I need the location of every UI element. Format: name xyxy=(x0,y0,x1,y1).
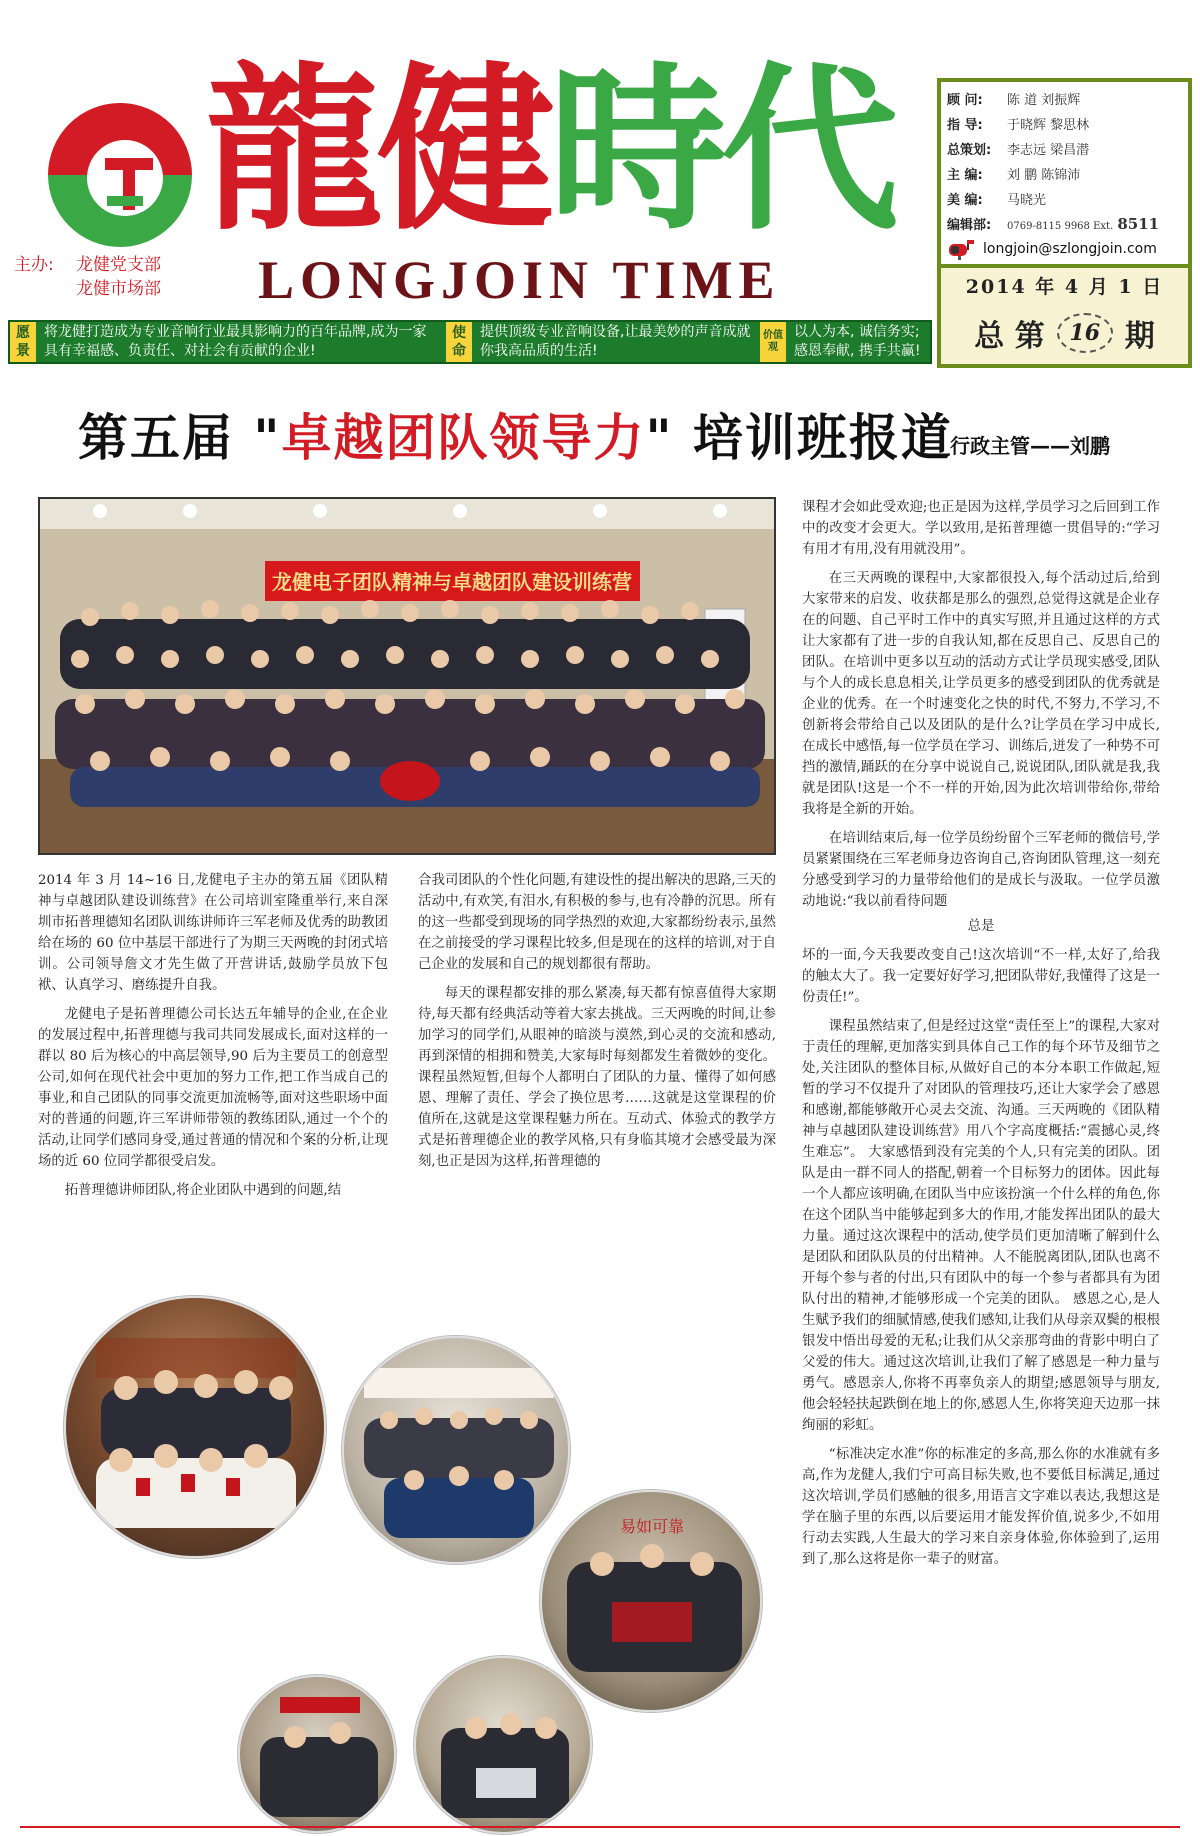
staff-row-planner: 总策划: 李志远 梁昌潜 xyxy=(947,143,1090,158)
values-tag: 价值观 xyxy=(760,322,786,362)
group-photo xyxy=(38,497,776,855)
staff-row-editorial-dept: 编辑部: 0769-8115 9968 Ext. 8511 xyxy=(947,214,1160,233)
col3-para-6: “标准决定水准”你的标准定的多高,那么你的水准就有多高,作为龙健人,我们宁可高目标失败,也不要低目标满足,通过这次培训,学员们感触的很多,用语言文字难以表达,我想这是学在脑子里的东西,以后要运用才能发挥价值,说多少,不如用行动去实践,人生最大的学习来自亲身体验,你体验到了,运用到了,那么这将是你一辈子的财富。 xyxy=(802,1447,1160,1567)
photo-banner-text: 龙健电子团队精神与卓越团队建设训练营 xyxy=(272,570,632,594)
vision-text: 将龙健打造成为专业音响行业最具影响力的百年品牌,成为一家具有幸福感、负责任、对社会有贡献的企业! xyxy=(44,324,427,359)
editorial-phone: 0769-8115 9968 Ext. xyxy=(1007,220,1114,232)
issue-number-line xyxy=(941,308,1188,358)
circle-photo-2-illustration xyxy=(344,1338,570,1564)
host-info xyxy=(14,253,161,299)
host-marketing-dept: 龙健市场部 xyxy=(76,279,161,299)
brand-char-3: 時 xyxy=(549,45,721,254)
email-row xyxy=(947,234,1185,264)
mission-tag: 使命 xyxy=(446,322,472,362)
article-column-2 xyxy=(418,870,776,1180)
circle-photo-4 xyxy=(238,1675,396,1833)
col3-para-2: 在三天两晚的课程中,大家都很投入,每个活动过后,给到大家带来的启发、收获都是那么的强烈,总觉得这就是企业存在的问题、自己平时工作中的真实写照,并且通过这样的方式让大家都有了进一步的自我认知,都在反思自己、反思自己的团队。在培训中更多以互动的活动方式让学员现实感受,团队与个人的成长息息相关,让学员更多的感受到团队的优秀就是企业的优秀。在一个时速变化之快的时代,不努力,不学习,不创新将会带给自己以及团队的是什么?让学员在学习中成长,在成长中感悟,每一位学员在学习、训练后,迸发了一种势不可挡的激情,踊跃的在分享中说说自己,说说团队,团队就是我,我就是团队!这是一个不一样的开始,因为此次培训带给你,带给我将是全新的开始。 xyxy=(802,571,1160,817)
issue-prefix: 总 第 xyxy=(974,319,1045,354)
circle-photo-3-illustration xyxy=(542,1492,762,1712)
issue-number: 16 xyxy=(1057,313,1113,353)
circle-photo-3 xyxy=(540,1490,762,1712)
issue-suffix: 期 xyxy=(1124,319,1155,354)
brand-title xyxy=(205,45,925,260)
col3-para-3: 在培训结束后,每一位学员纷纷留个三军老师的微信号,学员紧紧围绕在三军老师身边咨询自己,咨询团队管理,这一刻充分感受到学习的力量带给他们的是成长与汲取。一位学员激动地说:“我以前看待问题 xyxy=(802,831,1160,909)
contact-email[interactable]: longjoin@szlongjoin.com xyxy=(983,241,1157,257)
circle-photo-sign xyxy=(478,1516,504,1542)
staff-row-designer: 美 编: 马晓光 xyxy=(947,193,1047,208)
headline-pre: 第五届 " xyxy=(78,409,282,467)
col2-para-1: 合我司团队的个性化问题,有建设性的提出解决的思路,三天的活动中,有欢笑,有泪水,有积极的参与,也有冷静的沉思。所有的这一些都受到现场的同学热烈的欢迎,大家都纷纷表示,虽然在之前接受的学习课程比较多,但是现在的这样的培训,对于自己企业的发展和自己的规划都很有帮助。 xyxy=(418,873,776,972)
brand-char-1: 龍 xyxy=(205,45,377,254)
staff-row-guidance: 指 导: 于晓辉 黎思林 xyxy=(947,118,1090,133)
article-headline xyxy=(78,398,953,468)
masthead xyxy=(0,0,1200,370)
col3-para-1: 课程才会如此受欢迎;也正是因为这样,学员学习之后回到工作中的改变才会更大。学以致用,是拓普理德一贯倡导的:“学习有用才有用,没有用就没用”。 xyxy=(802,500,1160,557)
circle-photo-5-illustration xyxy=(416,1658,592,1834)
headline-highlight: 卓越团队领导力 xyxy=(281,409,646,467)
col1-para-2: 龙健电子是拓普理德公司长达五年辅导的企业,在企业的发展过程中,拓普理德与我司共同发展成长,面对这样的一群以 80 后为核心的中高层领导,90 后为主要员工的创意型公司,如何在现代社会中更加的努力工作,把工作当成自己的事业,和自己团队的同事交流更加流畅等,面对这些职场中面对的普通的问题,许三军讲师带领的教练团队,通过一个个的活动,让同学们感同身受,通过普通的情况和个案的分析,让现场的近 60 位同学都很受启发。 xyxy=(38,1007,388,1169)
issue-box xyxy=(937,268,1192,368)
circle-sign-text: 易如可靠 xyxy=(619,1517,685,1536)
mission-text: 提供顶级专业音响设备,让最美妙的声音成就你我高品质的生活! xyxy=(480,324,751,359)
brand-char-2: 健 xyxy=(377,45,549,254)
staff-row-editor: 主 编: 刘 鹏 陈锦沛 xyxy=(947,168,1081,183)
vision-tag: 愿景 xyxy=(10,322,36,362)
circle-photo-1-illustration xyxy=(66,1298,326,1558)
slogan-bar xyxy=(8,320,932,364)
longjoin-logo-icon xyxy=(45,100,195,250)
article-byline: 行政主管——刘鹏 xyxy=(950,434,1110,458)
headline-post: " 培训班报道 xyxy=(645,409,953,467)
article-column-1 xyxy=(38,870,388,1209)
brand-english-title: LONGJOIN TIME xyxy=(258,250,781,310)
col3-para-5: 课程虽然结束了,但是经过这堂“责任至上”的课程,大家对于责任的理解,更加落实到具体自己工作的每个环节及细节之处,关注团队的整体目标,从做好自己的本分本职工作做起,短暂的学习不仅提升了对团队的管理技巧,还让大家学会了感恩和感谢,都能够敞开心灵去交流、沟通。三天两晚的《团队精神与卓越团队建设训练营》用八个字高度概括:“震撼心灵,终生难忘”。 大家感悟到没有完美的个人,只有完美的团队。团队是由一群不同人的搭配,朝着一个目标努力的团体。因此每一个人都应该明确,在团队当中应该扮演一个什么样的角色,你在这个团队当中能够起到多大的作用,才能发挥出团队的最大力量。通过这次课程中的活动,使学员们更加清晰了解到什么是团队和团队队员的付出精神。人不能脱离团队,团队也离不开每个参与者的付出,只有团队中的每一个参与者都具有为团队付出的精神,才能够形成一个完美的团队。 感恩之心,是人生赋予我们的细腻情感,使我们感知,让我们从母亲双鬓的根根银发中悟出母爱的无私;让我们从父亲那弯曲的背影中明白了父爱的伟大。通过这次培训,让我们了解了感恩是一种力量与勇气。感恩亲人,你将不再辜负亲人的期望;感恩领导与朋友,他会轻轻扶起跌倒在地上的你,感恩人生,你将笑迎天边那一抹绚丽的彩虹。 xyxy=(802,1019,1160,1433)
article-column-3 xyxy=(802,497,1160,1578)
col1-para-3: 拓普理德讲师团队,将企业团队中遇到的问题,结 xyxy=(64,1183,342,1198)
circle-photo-2 xyxy=(342,1336,570,1564)
brand-char-4: 代 xyxy=(721,45,893,254)
values-text: 以人为本, 诚信务实; 感恩奉献, 携手共赢! xyxy=(794,324,921,359)
host-label: 主办: xyxy=(14,255,54,275)
staff-row-advisor: 顾 问: 陈 道 刘振辉 xyxy=(947,93,1081,108)
col2-para-2: 每天的课程都安排的那么紧凑,每天都有惊喜值得大家期待,每天都有经典活动等着大家去挑战。三天两晚的时间,让参加学习的同学们,从眼神的暗淡与漠然,到心灵的交流和感动,再到深情的相拥和赞美,大家每时每刻都发生着微妙的变化。课程虽然短暂,但每个人都明白了团队的力量、懂得了如何感恩、理解了责任、学会了换位思考……这就是这堂课程的价值所在,这就是这堂课程魅力所在。互动式、体验式的教学方式是拓普理德企业的教学风格,只有身临其境才会感受最为深刻,也正是因为这样,拓普理德的 xyxy=(418,986,776,1169)
group-photo-illustration xyxy=(40,499,776,855)
circle-photo-4-illustration xyxy=(240,1677,396,1833)
mailbox-icon xyxy=(947,238,975,260)
editorial-staff-box xyxy=(937,78,1192,268)
col3-para-4: 坏的一面,今天我要改变自己!这次培训“不一样,太好了,给我的触太大了。我一定要好好学习,把团队带好,我懂得了这是一份责任!”。 xyxy=(802,948,1160,1005)
host-party-branch: 龙健党支部 xyxy=(76,255,161,275)
col1-para-1: 2014 年 3 月 14~16 日,龙健电子主办的第五届《团队精神与卓越团队建设训练营》在公司培训室隆重举行,来自深圳市拓普理德知名团队训练讲师许三军老师及优秀的助教团给在场的 60 位中基层干部进行了为期三天两晚的封闭式培训。公司领导詹文才先生做了开营讲话,鼓励学员放下包袱、认真学习、磨练提升自我。 xyxy=(38,873,388,993)
editorial-ext: 8511 xyxy=(1117,214,1160,233)
circle-photo-1 xyxy=(64,1296,326,1558)
footer-rule xyxy=(20,1826,1180,1828)
circle-photo-5 xyxy=(414,1656,592,1834)
issue-date: 2014 年 4 月 1 日 xyxy=(965,276,1164,298)
col3-fragment: 总是 xyxy=(967,919,995,934)
